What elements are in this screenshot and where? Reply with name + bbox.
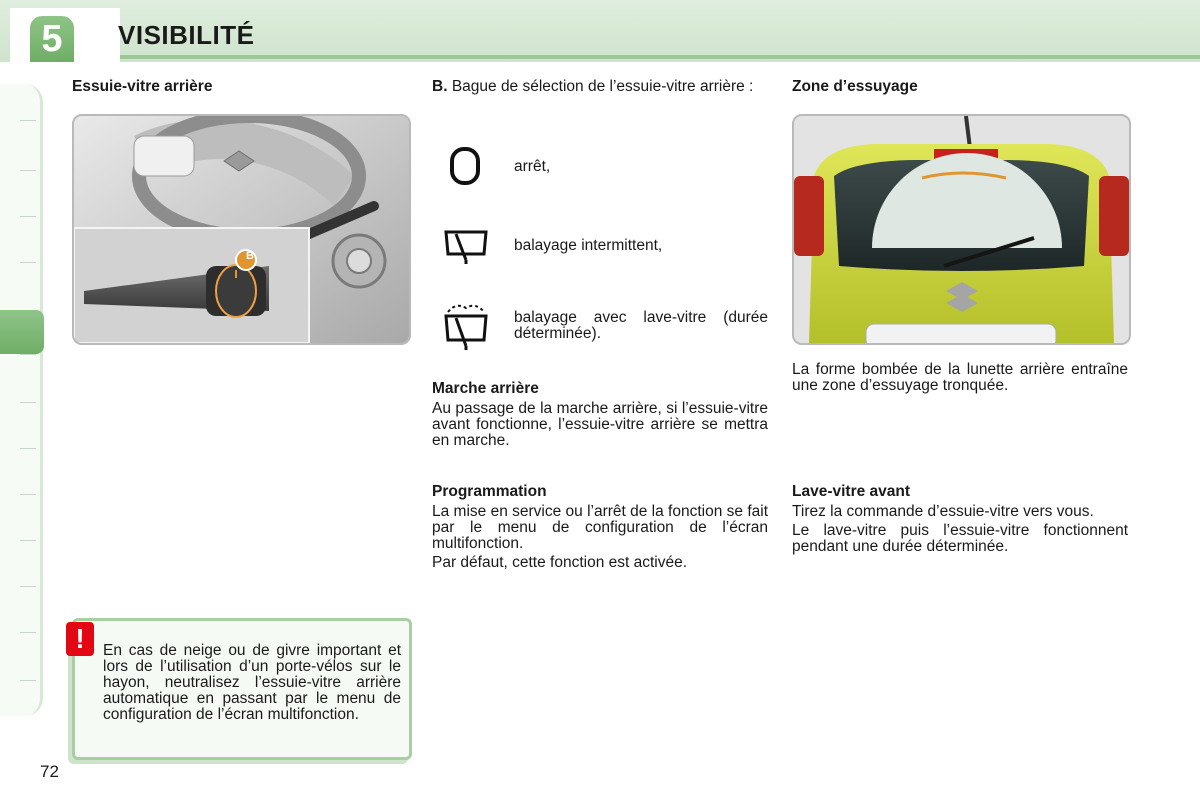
callout-b-label: B bbox=[246, 250, 254, 262]
programming-section bbox=[432, 484, 768, 571]
zone-heading: Zone d’essuyage bbox=[792, 78, 918, 95]
option-wash-text: balayage avec lave-vitre (durée déterminée). bbox=[514, 309, 768, 342]
front-washer-text-2: Le lave-vitre puis l’essuie-vitre fonctionnent pendant une durée déterminée. bbox=[792, 522, 1128, 555]
side-tick bbox=[20, 216, 36, 217]
side-tick bbox=[20, 170, 36, 171]
chapter-number: 5 bbox=[30, 16, 74, 62]
programming-heading: Programmation bbox=[432, 483, 547, 500]
programming-text-2: Par défaut, cette fonction est activée. bbox=[432, 554, 688, 571]
side-tick bbox=[20, 632, 36, 633]
zone-text: La forme bombée de la lunette arrière entraîne une zone d’essuyage tronquée. bbox=[792, 361, 1128, 394]
side-tick bbox=[20, 120, 36, 121]
ring-intro-text: Bague de sélection de l’essuie-vitre arrière : bbox=[451, 78, 754, 95]
side-tick bbox=[20, 494, 36, 495]
reverse-heading: Marche arrière bbox=[432, 380, 539, 397]
ring-intro bbox=[432, 79, 768, 95]
stop-o-icon bbox=[448, 146, 482, 191]
active-chapter-tab[interactable] bbox=[0, 310, 44, 354]
reverse-section bbox=[432, 381, 768, 449]
side-tick bbox=[20, 448, 36, 449]
front-washer-section bbox=[792, 484, 1128, 555]
page-title: VISIBILITÉ bbox=[118, 20, 255, 50]
zone-section bbox=[792, 362, 1128, 394]
option-intermittent-text: balayage intermittent, bbox=[514, 237, 663, 254]
programming-text-1: La mise en service ou l’arrêt de la fonction se fait par le menu de configuration de l’écran multifonction. bbox=[432, 503, 769, 552]
chapter-side-rail bbox=[0, 84, 43, 716]
reverse-text: Au passage de la marche arrière, si l’essuie-vitre avant fonctionne, l’essuie-vitre arrière se mettra en marche. bbox=[432, 400, 768, 449]
front-washer-text-1: Tirez la commande d’essuie-vitre vers vous. bbox=[792, 503, 1094, 520]
header-underline bbox=[95, 55, 1200, 59]
rear-window-illustration bbox=[794, 116, 1129, 343]
side-tick bbox=[20, 354, 36, 355]
intermittent-wipe-icon bbox=[442, 226, 490, 269]
stalk-illustration bbox=[74, 116, 409, 343]
warning-text: En cas de neige ou de givre important et lors de l’utilisation d’un porte-vélos sur le hayon, neutralisez l’essuie-vitre arrière automatique en passant par le menu de configuration de l’écran multifonction. bbox=[103, 642, 401, 723]
front-washer-heading: Lave-vitre avant bbox=[792, 483, 911, 500]
side-tick bbox=[20, 540, 36, 541]
stalk-figure bbox=[72, 114, 411, 345]
wash-wipe-icon bbox=[442, 300, 490, 355]
option-stop-text: arrêt, bbox=[514, 158, 551, 175]
section-heading-rear-wiper: Essuie-vitre arrière bbox=[72, 78, 213, 95]
rear-window-figure bbox=[792, 114, 1131, 345]
side-tick bbox=[20, 262, 36, 263]
warning-icon: ! bbox=[66, 622, 94, 656]
ring-label: B. bbox=[432, 78, 448, 95]
page-number: 72 bbox=[40, 762, 59, 781]
warning-box bbox=[72, 618, 412, 760]
option-wash bbox=[514, 310, 768, 342]
side-tick bbox=[20, 680, 36, 681]
side-tick bbox=[20, 586, 36, 587]
side-tick bbox=[20, 402, 36, 403]
